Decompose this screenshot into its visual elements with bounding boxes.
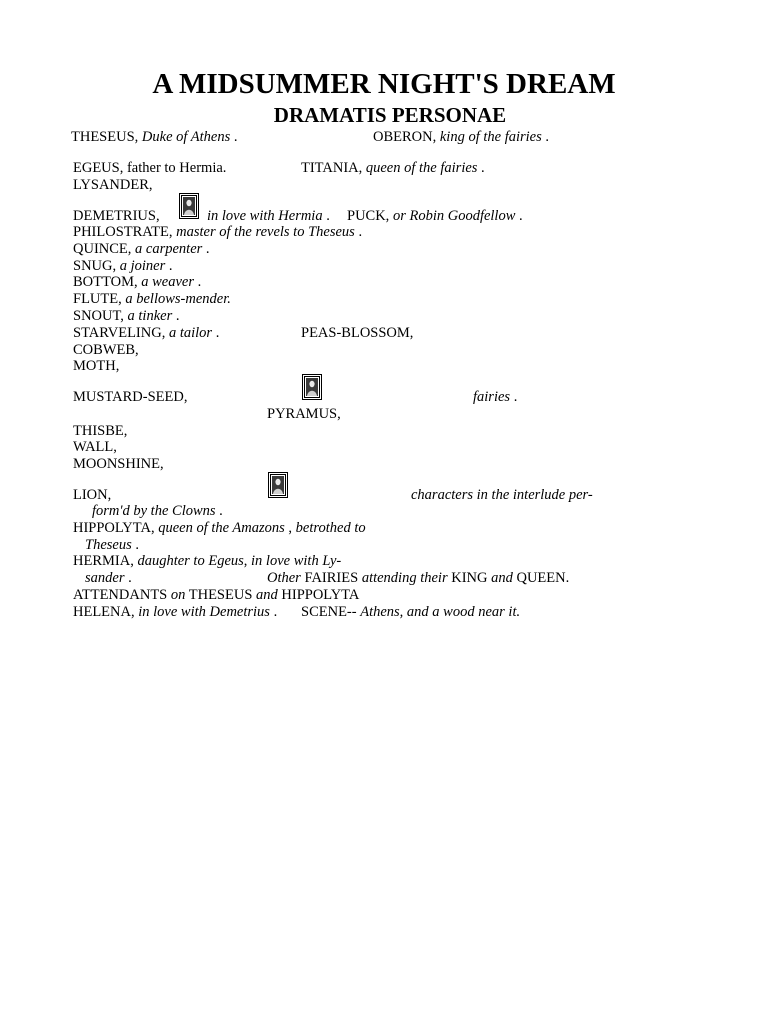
thisbe-line: THISBE, xyxy=(73,423,128,439)
dramatis-personae-heading: DRAMATIS PERSONAE xyxy=(273,103,507,127)
flute-line: FLUTE, a bellows-mender. xyxy=(73,291,231,307)
play-title: A MIDSUMMER NIGHT'S DREAM xyxy=(152,68,616,100)
starveling-line: STARVELING, a tailor . xyxy=(73,325,220,341)
bottom-line: BOTTOM, a weaver . xyxy=(73,274,202,290)
oberon-line: OBERON, king of the fairies . xyxy=(373,129,550,145)
portrait-image-icon xyxy=(268,472,288,498)
demetrius-desc: in love with Hermia . xyxy=(207,208,330,224)
portrait-image-icon xyxy=(179,193,199,219)
theseus-line: THESEUS, Duke of Athens . xyxy=(71,129,238,145)
fairies-label: fairies . xyxy=(473,389,518,405)
puck-line: PUCK, or Robin Goodfellow . xyxy=(347,208,523,224)
mustardseed-line: MUSTARD-SEED, xyxy=(73,389,188,405)
pyramus-line: PYRAMUS, xyxy=(267,406,341,422)
philostrate-line: PHILOSTRATE, master of the revels to Theseus . xyxy=(73,224,363,240)
quince-line: QUINCE, a carpenter . xyxy=(73,241,210,257)
scene-line: SCENE-- Athens, and a wood near it. xyxy=(301,604,521,620)
other-fairies-line: Other FAIRIES attending their KING and QUEEN. xyxy=(267,570,570,586)
cobweb-line: COBWEB, xyxy=(73,342,139,358)
attendants-line: ATTENDANTS on THESEUS and HIPPOLYTA xyxy=(73,587,360,603)
hippolyta-line-2: Theseus . xyxy=(85,537,139,553)
moth-line: MOTH, xyxy=(73,358,120,374)
titania-line: TITANIA, queen of the fairies . xyxy=(301,160,485,176)
lion-line: LION, xyxy=(73,487,112,503)
snout-line: SNOUT, a tinker . xyxy=(73,308,180,324)
peasblossom-line: PEAS-BLOSSOM, xyxy=(301,325,414,341)
wall-line: WALL, xyxy=(73,439,117,455)
snug-line: SNUG, a joiner . xyxy=(73,258,173,274)
moonshine-line: MOONSHINE, xyxy=(73,456,164,472)
hermia-line-2: sander . xyxy=(85,570,132,586)
interlude-line-1: characters in the interlude per- xyxy=(411,487,593,503)
hippolyta-line-1: HIPPOLYTA, queen of the Amazons , betrothed to xyxy=(73,520,366,536)
portrait-image-icon xyxy=(302,374,322,400)
demetrius-name: DEMETRIUS, xyxy=(73,208,160,224)
interlude-line-2: form'd by the Clowns . xyxy=(92,503,223,519)
lysander-line: LYSANDER, xyxy=(73,177,153,193)
egeus-line: EGEUS, father to Hermia. xyxy=(73,160,227,176)
hermia-line-1: HERMIA, daughter to Egeus, in love with Ly- xyxy=(73,553,342,569)
helena-line: HELENA, in love with Demetrius . xyxy=(73,604,278,620)
